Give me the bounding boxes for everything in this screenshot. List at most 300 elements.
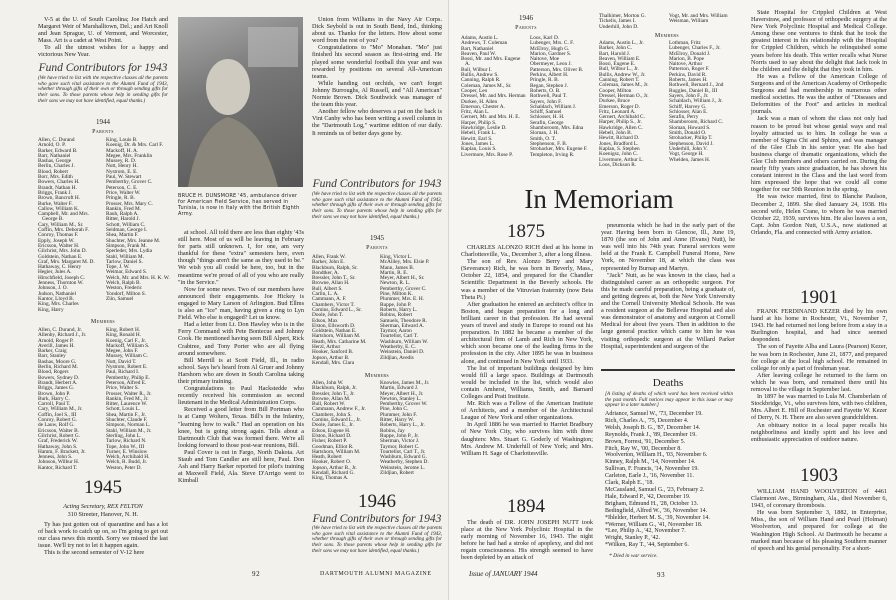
name-entry: Weston, Frederic	[106, 285, 143, 292]
name-entry: Stahl, William M.	[106, 253, 144, 260]
name-entry: Shea, Martin F.	[106, 232, 139, 239]
name-entry: Ruppe, John P., Jr.	[380, 432, 419, 439]
name-entry: Coleman, James M., Sr.	[461, 82, 512, 89]
name-entry: Loos, Karl D.	[530, 35, 560, 41]
name-entry: Andrews, T. Coleman	[461, 40, 508, 47]
name-entry: Roberts, James H.	[669, 77, 708, 84]
name-entry: Livermore, Mrs. Rose P.	[461, 151, 513, 158]
name-entry: Bashas, Moore G.	[38, 358, 77, 365]
paragraph: WILLIAM HAND WOOLVERTON of 4461 Clairmont Ave., Birmingham, Ala., died November 6, 1943, of coronary thrombosis.	[751, 488, 887, 510]
paragraph: The son of Rev. Alonzo Berry and Mary (Severance) Rich, he was born in Beverly, Mass., October 22, 1854, and prepared for the Chandler Scientific Department in the Beverly schools. He was a member of the Vitruvian fraternity (now Beta Theta Pi.)	[461, 258, 593, 301]
members-list-1944	[38, 328, 170, 473]
death-entry: Bedingfield, Alfred W., '36, November 14.	[605, 507, 708, 514]
class-year-1903: 1903	[800, 465, 838, 486]
name-entry: Sayers, John F., Jr.	[669, 92, 709, 99]
name-entry: Bossi, Eugene E.	[599, 61, 636, 68]
name-entry: Jopson, Arthur B.	[312, 354, 350, 361]
name-entry: Paul, Richard I.	[106, 369, 140, 376]
name-entry: Lubenger, Mrs. C. F.	[530, 40, 574, 47]
name-entry: Ruppe, John P.	[380, 301, 412, 308]
name-entry: Bart, Nathaniel	[461, 45, 494, 52]
name-entry: Hegier, Jules A.	[38, 269, 72, 276]
name-entry: Hebell, Frank L.	[461, 130, 497, 137]
name-entry: Price, Walter W.	[106, 189, 141, 196]
name-entry: Koenig, Carl F., Jr.	[106, 337, 147, 344]
name-entry: Kantor, Richard T.	[38, 464, 78, 471]
name-entry: Bowers, Sydney D.	[38, 374, 80, 381]
paragraph: He was twice married, first to Blanche Paulson, December 2, 1899. She died January 24, 1938. His second wife, Helen Crane, to whom he was married October 22, 1939, survives him. He also leaves a son, Capt. John Gordon Nutt, U.S.A., now stationed at Orlando, Fla. and connected with Army aviation.	[751, 193, 887, 236]
name-entry: Briggs, Frank J.	[38, 189, 72, 196]
paragraph: CHARLES ALONZO RICH died at his home in Charlottesville, Va., December 3, after a long illness.	[461, 244, 593, 259]
name-entry: Allen, C. Durand, Jr.	[38, 327, 82, 333]
name-entry: Nystrom, E. E.	[106, 168, 138, 175]
name-entry: Meyer, Albert H., Jr.	[380, 390, 424, 397]
paragraph: The list of important buildings designed by him would fill a large space. Buildings at Dartmouth would be included in the list, which would also contain Amherst, Williams, Smith, and Barnard Colleges and Pratt Institute.	[461, 364, 593, 400]
name-entry: Barker, Craig	[38, 348, 67, 355]
name-entry: Knowles, James M., Jr.	[380, 380, 430, 386]
name-entry: Tourtellot, Carl T., Jr.	[380, 448, 426, 455]
name-entry: Stephenson, F. B.	[530, 140, 568, 147]
name-entry: Peterson, C. E.	[106, 184, 138, 191]
deaths-footnote: * Died in war service.	[609, 553, 658, 559]
name-entry: Price, Walter S.	[106, 385, 140, 392]
name-entry: de Lauw, Rolf G.	[38, 422, 75, 429]
name-entry: Gernert, Mr. and Mrs. H. E.	[461, 114, 520, 121]
name-entry: Vogt, Mr. and Mrs. William	[669, 13, 728, 19]
name-entry: Burke, Walter F.	[38, 200, 73, 207]
name-entry: King, Thomas A.	[312, 475, 349, 482]
name-entry: Jones, Bradford L.	[599, 140, 639, 147]
paragraph: He was born September 3, 1882, in Enterprise, Miss., the son of William Hand and Pearl (Holman) Woolverton, and prepared for college at the Washington High School. At Dartmouth he became a marked man because of his pleasing Southern manner of speech and his genial personality. For a short-	[751, 509, 887, 552]
deaths-title: Deaths	[652, 377, 684, 389]
paragraph: Congratulations to "Mo" Monahan. "Mo" just finished his second season as first-string end. He played some wonderful football this year and was rewarded by positions on several All-American teams.	[312, 44, 442, 80]
name-entry: Blood, Rogers	[38, 369, 69, 376]
name-entry: Barker, John C.	[599, 45, 633, 52]
name-entry: Lothman, Fritz	[669, 40, 701, 46]
class-year-1901: 1901	[800, 287, 838, 308]
death-entry: Fitch, Ray W., '00, December 8.	[605, 445, 682, 452]
name-entry: Welch, Archibald H.	[106, 454, 150, 461]
paragraph: He was a Fellow of the American College of Surgeons and of the American Academy of Orthopedic Surgeons and had membership in numerous other medical societies. He was the author of "Diseases and Deformities of the Foot" and articles in medical journals.	[751, 72, 887, 116]
issue-label: Issue of JANUARY 1944	[469, 570, 538, 578]
name-entry: Cary, William M., Sr.	[38, 221, 84, 228]
name-entry: Smith, Donald O.	[669, 130, 707, 137]
name-entry: Prosser, Walter R., Jr.	[106, 390, 152, 397]
name-entry: Schaldach, William J., Jr.	[669, 98, 723, 105]
name-entry: Smith, O. T.	[530, 135, 556, 142]
name-entry: Stephenson, David J.	[669, 140, 714, 147]
paragraph: FRANK FERDINAND KEZER died by his own hand at his home in Rochester, Vt., November 7, 1943. He had returned not long before from a stay in a Burlington hospital, and had since seemed despondent.	[751, 308, 887, 344]
name-entry: Sherman, Victor J.	[380, 438, 420, 445]
name-entry: Tourtellot, Carl T.	[380, 333, 418, 340]
name-entry: Roberts, Harry L.	[380, 306, 418, 313]
name-entry: Hawkridge, Allen C.	[599, 124, 643, 131]
name-entry: Ziin, Samuel	[106, 295, 134, 302]
name-entry: Weimar, Edward S.	[106, 269, 148, 276]
name-entry: Jenness, Thornton W.	[38, 280, 84, 287]
name-entry: Schlosser, H. H.	[530, 114, 565, 121]
paragraph: Bill Merrill is at Scott Field, Ill., in radio school. Says he's heard from Al Gruer and Johnny Harshorn who are down in South Carolina taking their primary training.	[178, 356, 304, 385]
name-entry: Underhill, John D.	[599, 23, 639, 30]
name-entry: Roberts, O. B.	[530, 87, 561, 94]
name-entry: Ritter, Laurence W.	[106, 401, 148, 408]
name-entry: Obermeyer, Leon J.	[530, 61, 572, 68]
name-entry: Hewitt, Earl S.	[461, 135, 493, 142]
name-entry: Washburn, Edward G.	[380, 454, 427, 461]
death-entry: Adriance, Samuel W., '73, December 19.	[605, 411, 703, 417]
name-entry: Rankin, Fred M., Jr.	[106, 395, 149, 402]
name-entry: Bressler, John T., Sr.	[312, 275, 356, 282]
photo-bruce-dunsmore	[178, 17, 303, 187]
name-entry: Doole, James E., Jr.	[312, 422, 354, 429]
name-entry: Schott, William C.	[106, 221, 146, 228]
name-entry: Pemberthy, Grover C.	[106, 179, 153, 186]
name-entry: Emerson, Chester A.	[461, 103, 505, 110]
photo-caption: BRUCE H. DUNSMORE '45, ambulance driver for American Field Service, has served in Tunisia, is now in Italy with the British Eighth Army.	[178, 193, 300, 217]
right-page-93	[448, 0, 896, 600]
paragraph: Ty has just gotten out of quarantine and has a lot of back work to catch up on, so I'm going to get out our class news this month. Sorry we missed the last issue. We'll try not to let it happen again.	[38, 521, 168, 550]
name-entry: Shuchter, Mrs. Jeanne M.	[106, 237, 161, 244]
name-entry: Martin, Edward J.	[380, 385, 419, 392]
name-entry: Mackoff, H. A.	[106, 147, 139, 154]
secretary-address: 310 Streeter, Hanover, N. H.	[67, 511, 139, 518]
obituary-john-nutt-cont	[601, 222, 735, 367]
parents-list-1945	[312, 255, 444, 370]
name-entry: Allen, John W.	[312, 380, 344, 386]
name-entry: Doole, John T.	[312, 312, 343, 319]
obituary-john-nutt	[461, 519, 593, 562]
paragraph: An obituary notice in a local paper recalls his neighborliness and kindly spirit and his love and enthusiastic appreciation of outdoor nature.	[751, 421, 887, 443]
name-entry: Shuchter, Claude F.	[106, 417, 148, 424]
name-entry: Mann, James B.	[380, 264, 415, 271]
paragraph: "Jack" Nutt, as he was known in the class, had a distinguished career as an orthopedic surgeon. For this he made careful preparation, being a graduate of, and getting degrees at, both the New York University and the Cornell University Medical Schools. He was a resident surgeon at the Bellevue Hospital and also was demonstrator of anatomy and surgeon at Cornell Medical for about five years. Then in addition to the large general practice which came to him he was visiting orthopedic surgeon at the Willard Parker Hospital, superintendent and surgeon of the	[601, 271, 735, 350]
paragraph: While handing out orchids, we can't forget Johnny Burroughs, Al Russell, and "All American" Normie Brown. Dick Southwick was manager of the team this year.	[312, 79, 442, 109]
name-entry: Underhill, John V.	[669, 145, 708, 152]
name-entry: Barr, Stanley	[38, 353, 66, 360]
name-entry: Cammann, Andrew F., Jr.	[312, 406, 366, 413]
class-notes-column-2	[178, 229, 304, 559]
name-entry: Bressler, John T., Jr.	[312, 390, 355, 397]
name-entry: Coffin, Mrs. Deborah F.	[38, 227, 89, 234]
name-entry: Weston, Peter D.	[106, 464, 142, 471]
name-entry: Hirschfield, Joseph C.	[38, 274, 86, 281]
name-entry: Chambers, John S.	[312, 411, 352, 418]
name-entry: Callow, William K.	[38, 205, 80, 212]
class-notes-1943-end	[38, 16, 168, 59]
obituary-john-nutt-end	[751, 9, 887, 289]
death-entry: Rich, Charles A., '75, December 4.	[605, 417, 689, 424]
name-entry: Regan, Stephen J.	[530, 82, 568, 89]
name-entry: Barker, John E.	[312, 259, 345, 266]
death-entry: *Ihlelder, Herbert M. S., '39, November 14.	[605, 514, 710, 521]
name-entry: Plummer, Mrs. E. H.	[380, 296, 425, 303]
name-entry: Blood, Robert	[38, 168, 69, 175]
paragraph: State Hospital for Crippled Children at West Haverstraw, and professor of orthopedic surgery at the New York Polyclinic Hospital and Medical College. Among these one ventures to think that he took the greatest interest in his relationship with the Hospital for Crippled Children, which he relinquished some years before his death. This writer recalls what Nurse Norris used to say about the delight that Jack took in the children and the delight that they took in him.	[751, 9, 887, 73]
name-entry: Rothwell, Paul T.	[530, 93, 567, 100]
name-entry: Nystrom, Robert E.	[106, 364, 148, 371]
name-entry: Adams, Austin L., Jr.	[599, 40, 644, 46]
death-entry: Sullivan, F. Francis, '14, November 19.	[605, 466, 699, 473]
name-entry: Adams, Austin L.	[461, 35, 499, 41]
name-entry: King, Victor L.	[380, 254, 413, 260]
name-entry: Graf, Mrs. Margaret M. D.	[38, 258, 95, 265]
name-entry: Seidman, George I.	[106, 227, 148, 234]
name-entry: Tarlow, Daniel S.	[106, 258, 143, 265]
name-entry: Graf, Frederick W.	[38, 438, 78, 445]
name-entry: Megee, Mrs. Franklin	[106, 152, 153, 159]
members-label-1945: Members	[364, 373, 390, 379]
name-entry: Ericsson, Walter B.	[38, 427, 79, 434]
name-entry: Newton, R. L.	[380, 280, 411, 287]
members-label: Members	[90, 319, 116, 325]
name-entry: King, Louis B.	[106, 137, 138, 143]
name-entry: Heath, Robert	[312, 454, 342, 461]
name-entry: Bull, Robert W.	[312, 401, 346, 408]
name-entry: Brandt, Herbert A.	[38, 379, 78, 386]
name-entry: Newton, Stanley L.	[380, 395, 422, 402]
name-entry: Tarlow, Richard N.	[106, 438, 147, 445]
name-entry: Hawkridge, Leslie D.	[461, 125, 507, 132]
members-list-1946	[599, 41, 735, 171]
name-entry: Bullis, Andrew W., Jr.	[599, 71, 646, 78]
name-entry: Perkins, David R.	[669, 71, 707, 78]
name-entry: Tope, John W., III	[106, 443, 145, 450]
name-entry: Durkee, Bruce	[599, 98, 630, 105]
death-entry: Kinney, Ralph M., '14, November 14.	[605, 459, 696, 466]
name-entry: Campbell, Mr. and Mrs. George B.	[38, 211, 89, 223]
name-entry: Goodman, Elliot R.	[312, 443, 354, 450]
death-entry: Woolverton, William H., '03, November 6.	[605, 452, 708, 459]
name-entry: Edson, Max	[312, 317, 338, 324]
name-entry: Bondtker, A.	[312, 269, 340, 276]
name-entry: McElroy, Hugh G.	[530, 45, 570, 52]
name-entry: Dressel, Herman O., Jr.	[599, 92, 649, 99]
name-entry: Livermore, Arthur L.	[599, 156, 644, 163]
name-entry: Gilchrist, Mrs. John D.	[38, 248, 87, 255]
name-entry: Ritter, Harold J.	[106, 216, 140, 223]
name-entry: Hartshorn, William M.	[312, 333, 361, 340]
name-entry: Blackburn, Ralph, Sr.	[312, 264, 358, 271]
members-list-1945	[312, 381, 444, 486]
name-entry: Elston, Richard D.	[312, 432, 352, 439]
name-entry: Weisman, William	[669, 18, 709, 25]
name-entry: Emerson, Roger D.	[599, 103, 640, 110]
name-entry: Brown, Bancroft H.	[38, 195, 81, 202]
fund-note-1946: (We have tried to list with the respective classes all the parents who gave such vital assistance to the Alumni Fund of 1943, whether through gifts of their own or through sending gifts for their sons. To those parents whose help in sending gifts for their sons we may not have identified, equal thanks.)	[312, 525, 442, 554]
name-entry: Kendall, Mrs. Clara	[312, 359, 355, 366]
name-entry: Weinstein, Jerome L.	[380, 464, 425, 471]
name-entry: Nutt, Henry H.	[106, 163, 138, 170]
parents-label-1946: Parents	[515, 25, 537, 31]
name-entry: Hamm, F. Brackett, Jr.	[38, 448, 86, 455]
name-entry: Judson, Nathaniel	[38, 290, 76, 297]
name-entry: Averill, James H.	[38, 342, 75, 349]
name-entry: Stahl, William M., Jr.	[106, 427, 152, 434]
name-entry: Taymor, Aaron	[380, 328, 412, 335]
death-entry: Reynolds, Frank J., '89, December 19.	[605, 431, 697, 438]
death-entry: Brigham, Edmund H., '28, October 13.	[605, 500, 699, 507]
name-entry: King, Mrs. Charles	[38, 301, 79, 308]
name-entry: Harper, Philip S.	[461, 119, 497, 126]
name-entry: Cooper, Leo	[461, 87, 488, 94]
members-label-1946: Members	[654, 33, 680, 39]
class-notes-column-3	[312, 16, 442, 137]
death-entry: Brown, Forrest, '91, December 5.	[605, 438, 686, 445]
name-entry: Blackburn, Ralph, Jr.	[312, 385, 357, 392]
name-entry: Browne, Allan H.	[312, 280, 350, 287]
name-entry: Brown, John P.	[38, 390, 71, 397]
name-entry: Koenig, Dr. & Mrs. Carl F.	[106, 142, 164, 149]
name-entry: Weatherby, Stephen D.	[380, 459, 429, 466]
death-entry: McCausland, Samuel G., '23, February 2.	[605, 486, 705, 493]
name-entry: Bashas, George	[38, 158, 72, 165]
name-entry: Bart, Harold J.	[599, 50, 631, 57]
name-entry: Fisher, Robert P.	[312, 438, 348, 445]
name-entry: Nutt, David T.	[106, 358, 137, 365]
name-entry: Kaplan, Louis S.	[461, 146, 497, 153]
name-entry: Turner, E. Winslow	[106, 448, 148, 455]
paragraph: After leaving college he returned to the farm on which he was born, and remained there until his removal to the village in September last.	[751, 371, 887, 394]
paragraph: The son of Fayette Alba and Laura (Pearson) Kezer, he was born in Rochester, June 21, 1877, and prepared for college at the local high school. He remained in college for only a part of freshman year.	[751, 343, 887, 372]
name-entry: Rothwell, Bernard J., 2nd	[669, 82, 724, 89]
name-entry: Kantor, Lloyd B.	[38, 295, 74, 302]
fund-contributors-heading: Fund Contributors for 1943	[38, 62, 168, 74]
name-entry: Gernert, Archibald C.	[599, 114, 645, 121]
name-entry: Bull, Albert S.	[312, 285, 343, 292]
name-entry: Hewitt, Richard D.	[599, 135, 640, 142]
name-entry: Burk, Harry C.	[38, 395, 70, 402]
name-entry: Gilchrist, Robert G.	[38, 432, 81, 439]
class-year-1945-heading: 1945	[84, 477, 122, 498]
paragraph: Had a letter from Lt. Don Hawley who is in the Ferry Command with Pete Bontecue and Johnny Cook. He mentioned having seen Bill Alpert, Rick Crabtree, and Tony Porter who are all flying around somewhere.	[178, 321, 304, 357]
name-entry: Jopson, Arthur B., Jr.	[312, 464, 357, 471]
class-year-1946-heading: 1946	[358, 491, 396, 512]
name-entry: Meyer, Albert H., Sr.	[380, 275, 425, 282]
name-entry: Peterson, Alfred E.	[106, 379, 147, 386]
name-entry: Chambers, Victor T.	[312, 301, 355, 308]
name-entry: Hartshorn, William M.	[312, 448, 361, 455]
parents-label: Parents	[92, 129, 114, 135]
name-entry: Ericsson, Walter H.	[38, 242, 80, 249]
name-entry: Schlosser, Alan E.	[669, 108, 708, 115]
obituary-charles-rich	[461, 244, 593, 496]
class-1945-news	[38, 521, 168, 556]
paragraph: This is the second semester of V-12 here	[44, 549, 145, 557]
name-entry: Beaven, Paul W.	[461, 50, 497, 57]
death-entry: Wright, Stanley P., '42.	[605, 535, 661, 542]
name-entry: Simpson, Frank M.	[106, 242, 147, 249]
name-entry: Dressel, Mr. and Mrs. Herman	[461, 93, 526, 100]
name-entry: Perkins, Albert H.	[530, 72, 569, 79]
paragraph: Congratulations to Paul Hackstedde who recently received his commission as second lieutenant in the Medical Administration Corps.	[178, 385, 304, 407]
name-entry: Comins, Edward L., Jr.	[312, 417, 361, 424]
fund-note: (We have tried to list with the respective classes all the parents who gave such vital assistance to the Alumni Fund of 1943, whether through gifts of their own or through sending gifts for their sons. To those parents whose help in sending gifts for their sons we may not have identified, equal thanks.)	[38, 75, 168, 104]
name-entry: Epply, Joseph W.	[38, 237, 75, 244]
name-entry: Canning, Ralph R.	[461, 77, 501, 84]
class-year-1946: 1946	[519, 14, 533, 22]
name-entry: Robins, Robert	[380, 312, 413, 319]
name-entry: Sperleder, Mrs. Lydia	[106, 248, 152, 255]
death-entry: Carleton, Earle J., '16, November 11.	[605, 473, 694, 480]
name-entry: Vogt, George H.	[669, 151, 704, 158]
name-entry: Welch, Mr. and Mrs. H. K. W.	[106, 274, 170, 281]
name-entry: Carlin, L. A.	[312, 291, 339, 298]
name-entry: Ritter, Harry W.	[380, 417, 414, 424]
name-entry: Yondorf, Milton S.	[106, 290, 147, 297]
obituary-frank-kezer	[751, 308, 887, 463]
name-entry: Martin, R. E.	[380, 269, 408, 276]
paragraph: at school. All told there are less than eighty '43s still here. Most of us will be leaving in February for parts still unknown. I, for one, am very thankful for these "extra" semesters here, even though "things aren't the same as they used to be." We wish you all could be here, too, but in the meantime we're proud of all of you who are really "in the Service."	[178, 229, 304, 286]
paragraph: In April 1886 he was married to Harriet Bradbury of New York City, who survives him with three daughters: Mrs. Stuart G. Goderly of Washington; Mrs. Andrew M. Underhill of New York; and Mrs. William H. Sage of Charlottesville.	[461, 421, 593, 457]
name-entry: Schiff, Harvey G.	[669, 103, 707, 110]
acting-secretary: Acting Secretary, REX FELTON	[63, 503, 143, 510]
name-entry: Mussey, William C.	[106, 353, 149, 360]
paragraph: Now for some news. Two of our members have announced their engagements. Joe Hickey is engaged to Mary Larson of Arlington. Bud Ellms is also an "ice" man, having given a ring to Lyn Field. Who else is engaged? Let us know.	[178, 285, 304, 322]
name-entry: Pemberthy, Philip E.	[106, 374, 150, 381]
name-entry: Hebell, John B.	[599, 130, 632, 137]
name-entry: Lubenger, Charles F., Jr.	[669, 45, 721, 52]
name-entry: Pine, Milton K.	[380, 291, 413, 298]
name-entry: Welch, Ralph B.	[106, 280, 141, 287]
name-entry: Arnold, Roger P.	[38, 337, 74, 344]
name-entry: Jenness, John S.	[38, 454, 73, 461]
name-entry: Berlin, Charles J.	[38, 163, 75, 170]
in-memoriam-title: In Memoriam	[524, 184, 674, 214]
name-entry: Allenby, Richard J., Jr.	[38, 332, 87, 339]
name-entry: Conroy, Robert G.	[38, 417, 78, 424]
name-entry: Strohacker, Philip T.	[669, 135, 713, 142]
name-entry: Schott, Louis L.	[106, 406, 141, 413]
section-divider	[601, 369, 735, 371]
name-entry: Serafin, Perry	[669, 114, 699, 121]
name-entry: Washburn, William W.	[380, 338, 429, 345]
name-entry: Goldstein, Nathan E.	[38, 253, 83, 260]
parents-list-1946	[461, 36, 595, 166]
name-entry: Mussey, R. D.	[106, 158, 137, 165]
name-entry: Patterson, Mrs. Oliver B.	[530, 66, 584, 73]
name-entry: Cooper, Milton	[599, 87, 632, 94]
name-entry: Schaldach, William J.	[530, 103, 577, 110]
class-year-1944: 1944	[96, 118, 110, 126]
name-entry: Beaven, William E.	[599, 55, 641, 62]
name-entry: Brandt, Nathan H.	[38, 184, 77, 191]
paragraph: Jack was a man of whom the class not only had reason to be proud but whose genial ways and real loyalty attracted us to him. In college he was a member of Sigma Chi and Sphinx, and was manager of the Glee Club in his senior year. He also had business charge of dramatic organizations, which the Glee Club members and others carried on. During the nearly fifty years since graduation, he has shown his constant interest in the Class and the last word from him expressed the hope that we could all come together for our 50th Reunion in the spring.	[751, 115, 887, 194]
name-entry: Browne, Allan M.	[312, 395, 351, 402]
name-entry: King, Ronald H.	[106, 332, 142, 339]
class-year-1875: 1875	[507, 221, 545, 242]
name-entry: Marion, Gardner S.	[530, 50, 572, 57]
deaths-note: [A listing of deaths of which word has been received within the past month. Full notices may appear in this issue or may appear in a later number.]	[605, 391, 733, 409]
name-entry: Koenigsz, John C.	[599, 151, 638, 158]
paragraph: The death of DR. JOHN JOSEPH NUTT took place at the New York Polyclinic Hospital in the early morning of November 16, 1943. The night before he had had a stroke of apoplexy, and did not regain consciousness. His strength seemed to have been depleted by an attack of	[461, 519, 593, 562]
paragraph: In 1897 he was married to Lula M. Chamberlain of Stockbridge, Vt., who survives him, with two children, Mrs. Albert E. Hill of Rochester and Fayette W. Kezer of Derry, N. H. There are also seven grandchildren.	[751, 393, 887, 422]
name-entry: Barr, Nathaniel	[38, 152, 71, 159]
name-entry: Herzl, Arthur	[312, 344, 341, 351]
name-entry: Zildjian, Avedis	[380, 354, 414, 361]
name-entry: Bullis, Andrew S.	[461, 72, 499, 79]
name-entry: Schiff, Samuel	[530, 109, 562, 116]
name-entry: Welch, R. Budd, Jr.	[106, 459, 148, 466]
death-entry: *Lee, Philip A., '42, November 7.	[605, 528, 686, 535]
name-entry: Mackoff, William S.	[106, 342, 150, 349]
name-entry: Sayers, John F.	[530, 98, 562, 105]
name-entry: Durkee, H. Allen	[461, 98, 498, 105]
death-entry: *Werner, William G., '41, November 18.	[605, 521, 703, 528]
name-entry: Sherman, Edward A.	[380, 322, 425, 329]
name-entry: King, Robert H.	[106, 327, 141, 333]
name-entry: Templeton, Irving R.	[530, 151, 575, 158]
name-entry: Robins, Jay	[380, 427, 405, 434]
